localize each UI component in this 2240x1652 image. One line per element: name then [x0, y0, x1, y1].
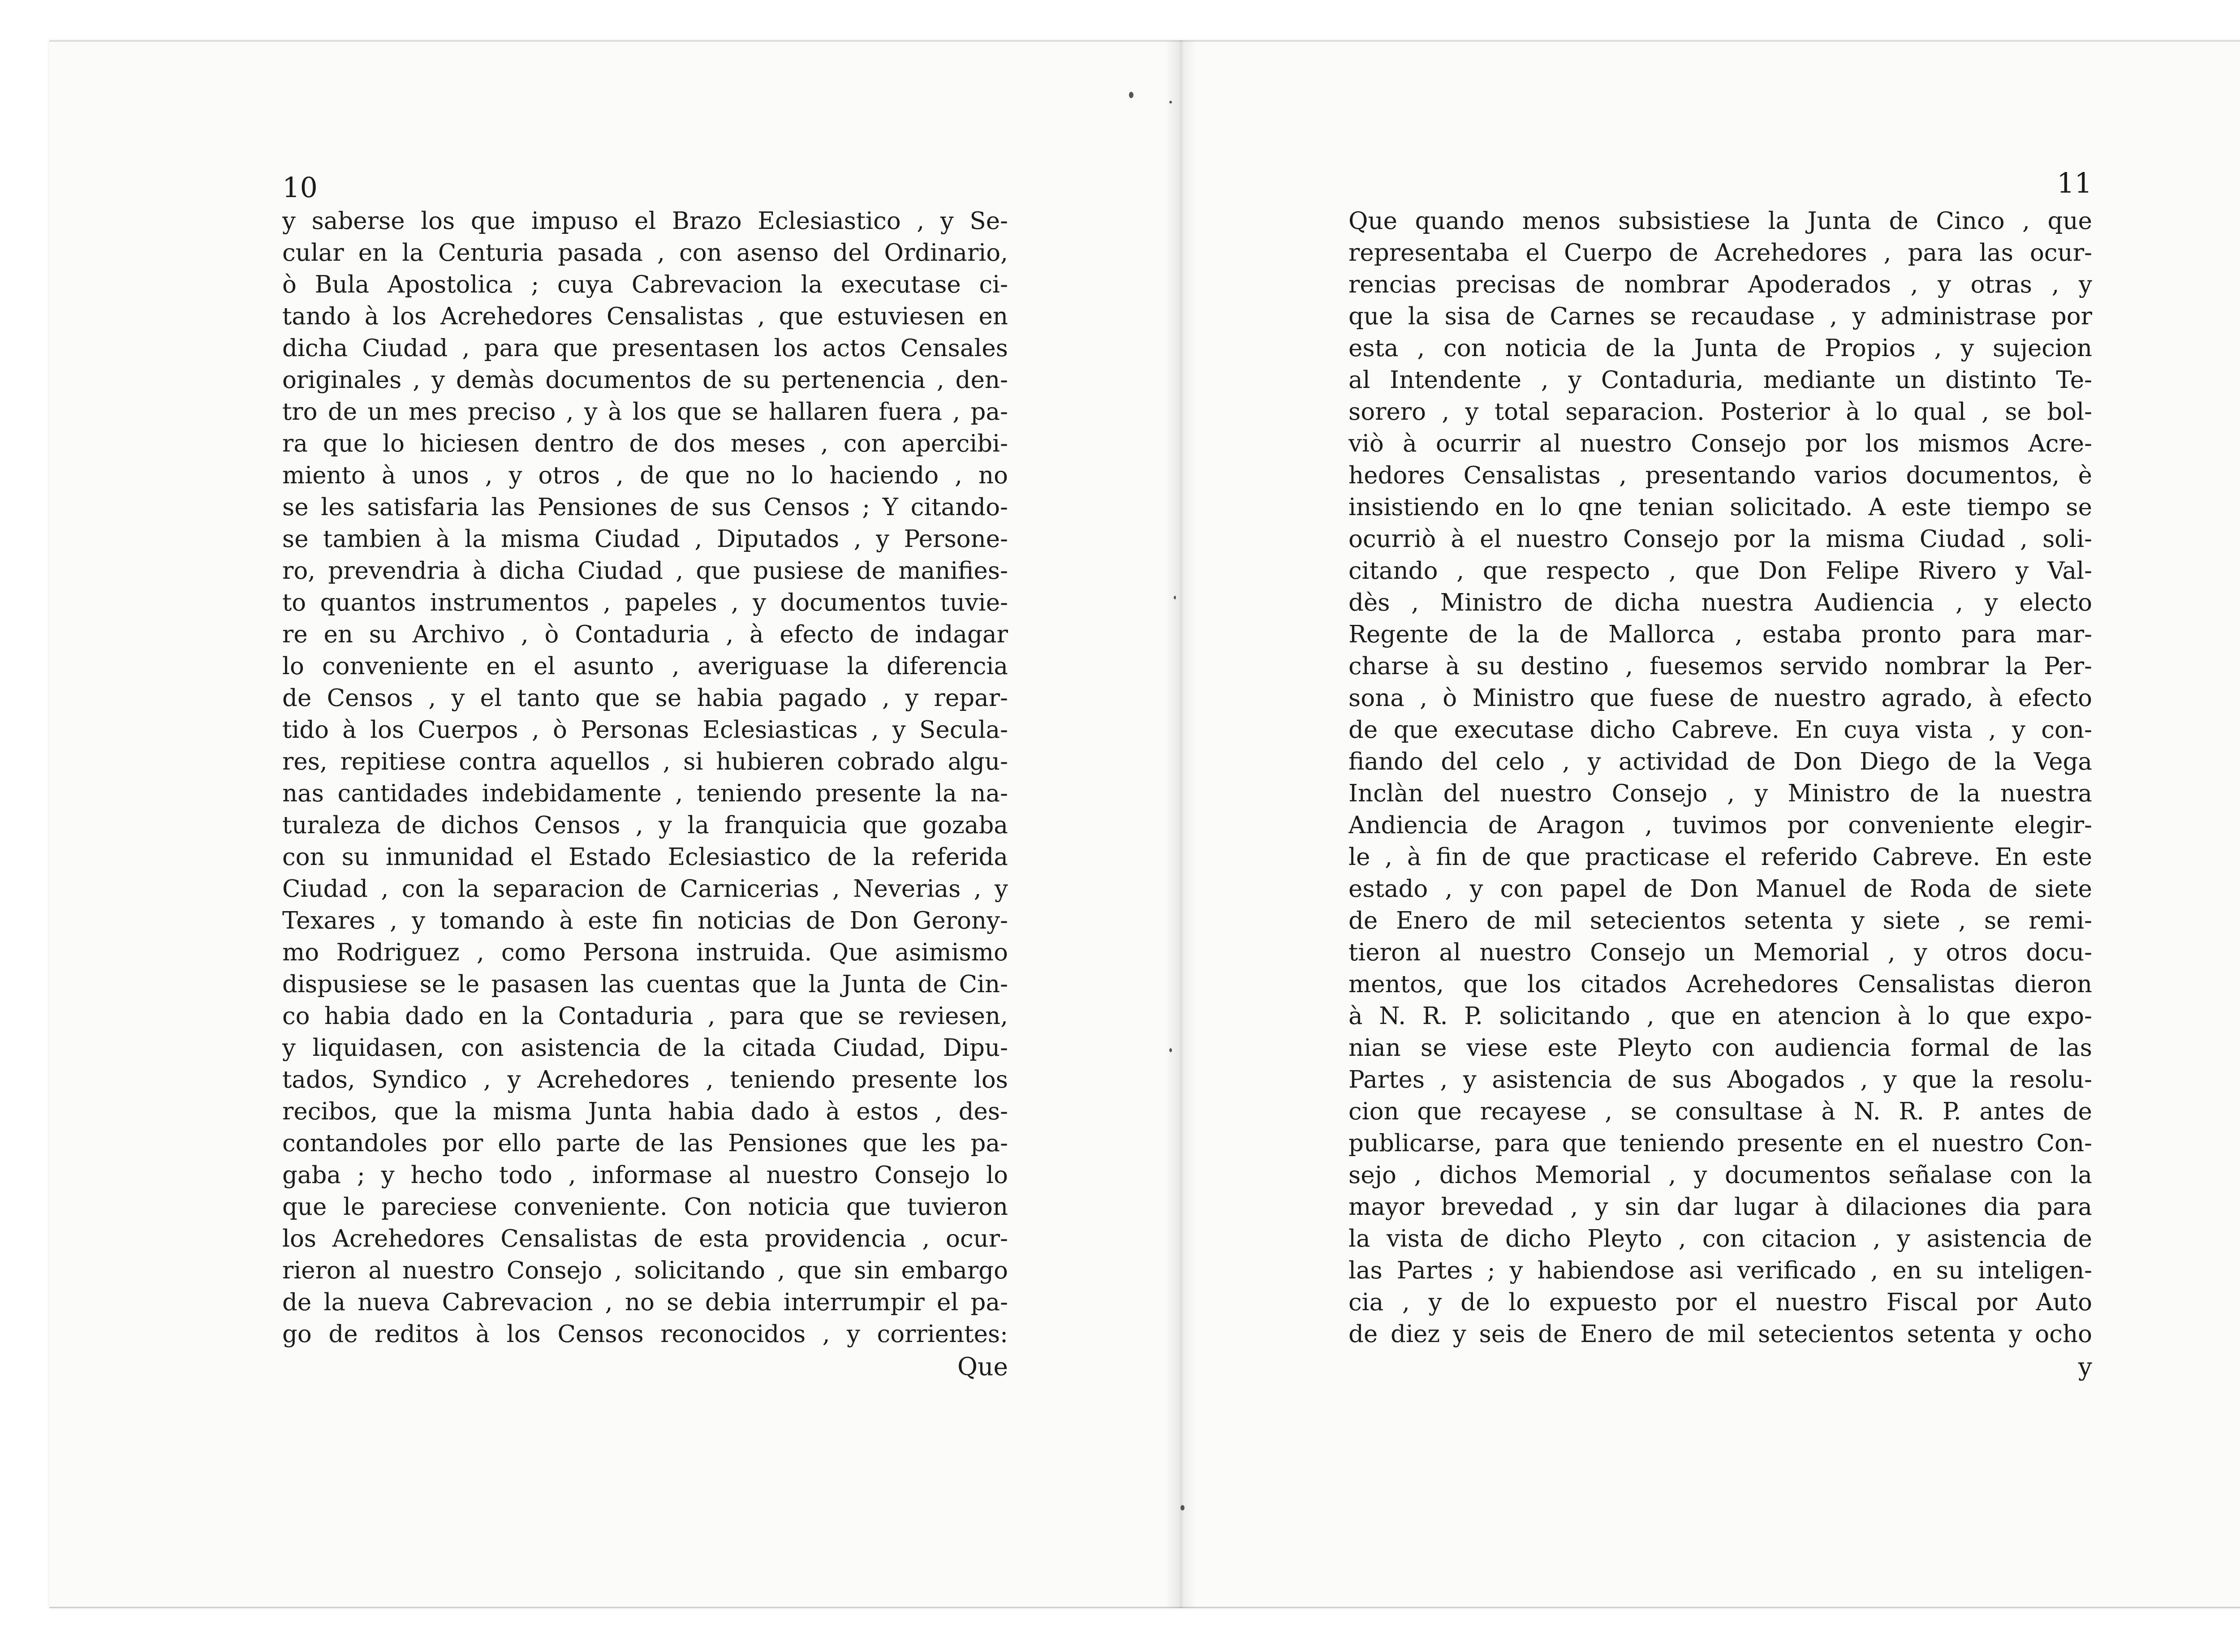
text-line: la vista de dicho Pleyto , con citacion , y asistencia de: [1348, 1225, 2092, 1252]
open-book-spread: [49, 40, 2240, 1608]
text-line: citando , que respecto , que Don Felipe Rivero y Val-: [1348, 557, 2092, 585]
text-line: Regente de la de Mallorca , estaba pronto para mar-: [1348, 621, 2092, 648]
text-line: res, repitiese contra aquellos , si hubieren cobrado algu-: [282, 748, 1008, 775]
text-line: turaleza de dichos Censos , y la franquicia que gozaba: [282, 812, 1008, 839]
text-line: con su inmunidad el Estado Eclesiastico de la referida: [282, 843, 1008, 871]
text-line: dès , Ministro de dicha nuestra Audiencia , y electo: [1348, 589, 2092, 616]
text-line: lo conveniente en el asunto , averiguase la diferencia: [282, 653, 1008, 680]
ink-speck: [1169, 101, 1172, 103]
text-line: recibos, que la misma Junta habia dado à estos , des-: [282, 1098, 1008, 1125]
text-line: de la nueva Cabrevacion , no se debia interrumpir el pa-: [282, 1289, 1008, 1316]
text-line: cular en la Centuria pasada , con asenso del Ordinario,: [282, 239, 1008, 267]
ink-speck: [1169, 1048, 1172, 1052]
text-line: de Enero de mil setecientos setenta y siete , se remi-: [1348, 907, 2092, 934]
text-line: originales , y demàs documentos de su pertenencia , den-: [282, 366, 1008, 394]
text-line: fiando del celo , y actividad de Don Diego de la Vega: [1348, 748, 2092, 775]
text-line: tando à los Acrehedores Censalistas , que estuviesen en: [282, 303, 1008, 330]
text-line: representaba el Cuerpo de Acrehedores , para las ocur-: [1348, 239, 2092, 267]
text-line: de que executase dicho Cabreve. En cuya vista , y con-: [1348, 716, 2092, 744]
text-line: tido à los Cuerpos , ò Personas Eclesiasticas , y Secula-: [282, 716, 1008, 744]
text-line: esta , con noticia de la Junta de Propios , y sujecion: [1348, 335, 2092, 362]
catchword: y: [2078, 1352, 2092, 1381]
text-line: tados, Syndico , y Acrehedores , teniendo presente los: [282, 1066, 1008, 1093]
text-line: re en su Archivo , ò Contaduria , à efecto de indagar: [282, 621, 1008, 648]
text-line: cia , y de lo expuesto por el nuestro Fiscal por Auto: [1348, 1289, 2092, 1316]
text-line: tieron al nuestro Consejo un Memorial , y otros docu-: [1348, 939, 2092, 966]
text-line: Que quando menos subsistiese la Junta de Cinco , que: [1348, 207, 2092, 235]
catchword: Que: [957, 1352, 1008, 1381]
text-line: tro de un mes preciso , y à los que se hallaren fuera , pa-: [282, 398, 1008, 426]
text-line: co habia dado en la Contaduria , para que se reviesen,: [282, 1002, 1008, 1030]
text-line: sona , ò Ministro que fuese de nuestro agrado, à efecto: [1348, 684, 2092, 712]
text-line: se les satisfaria las Pensiones de sus Censos ; Y citando-: [282, 494, 1008, 521]
text-line: insistiendo en lo qne tenian solicitado. A este tiempo se: [1348, 494, 2092, 521]
text-line: miento à unos , y otros , de que no lo haciendo , no: [282, 462, 1008, 489]
text-line: estado , y con papel de Don Manuel de Roda de siete: [1348, 875, 2092, 903]
page-number: 10: [282, 171, 318, 204]
text-block: [282, 205, 1008, 1350]
text-line: rieron al nuestro Consejo , solicitando , que sin embargo: [282, 1257, 1008, 1284]
text-line: Ciudad , con la separacion de Carnicerias , Neverias , y: [282, 875, 1008, 903]
text-line: viò à ocurrir al nuestro Consejo por los mismos Acre-: [1348, 430, 2092, 457]
text-line: y saberse los que impuso el Brazo Eclesiastico , y Se-: [282, 207, 1008, 235]
text-line: nian se viese este Pleyto con audiencia formal de las: [1348, 1034, 2092, 1062]
text-line: charse à su destino , fuesemos servido nombrar la Per-: [1348, 653, 2092, 680]
text-line: à N. R. P. solicitando , que en atencion à lo que expo-: [1348, 1002, 2092, 1030]
text-line: mayor brevedad , y sin dar lugar à dilaciones dia para: [1348, 1193, 2092, 1221]
text-line: se tambien à la misma Ciudad , Diputados , y Persone-: [282, 525, 1008, 553]
text-line: Inclàn del nuestro Consejo , y Ministro de la nuestra: [1348, 780, 2092, 807]
ink-speck: [1129, 92, 1133, 98]
text-line: los Acrehedores Censalistas de esta providencia , ocur-: [282, 1225, 1008, 1252]
text-line: dicha Ciudad , para que presentasen los actos Censales: [282, 335, 1008, 362]
text-line: hedores Censalistas , presentando varios documentos, è: [1348, 462, 2092, 489]
text-line: de diez y seis de Enero de mil setecientos setenta y ocho: [1348, 1321, 2092, 1348]
text-line: contandoles por ello parte de las Pensiones que les pa-: [282, 1130, 1008, 1157]
text-line: rencias precisas de nombrar Apoderados , y otras , y: [1348, 271, 2092, 298]
text-line: ocurriò à el nuestro Consejo por la misma Ciudad , soli-: [1348, 525, 2092, 553]
text-line: y liquidasen, con asistencia de la citada Ciudad, Dipu-: [282, 1034, 1008, 1062]
text-line: Texares , y tomando à este fin noticias de Don Gerony-: [282, 907, 1008, 934]
right-page: 11 Que quando menos subsistiese la Junta de Cinco , que representaba el Cuerpo de Acrehedores , para las ocur- rencias precisas de nombrar Apoderados , y otras , y que la sisa de Carnes se recaudase , y administrase por esta , con noticia de la Junta de Propios , y sujecion al Intendente , y Contaduria, mediante un distinto Te- sorero , y total separacion. Posterior à lo qual , se bol- viò à ocurrir al nuestro Consejo por los mismos Acre- hedores Censalistas , presentando varios documentos, è insistiendo en lo qne tenian solicitado. A este tiempo se ocurriò à el nuestro Consejo por la misma Ciudad , soli- citando , que respecto , que Don Felipe Rivero y Val- dès , Ministro de dicha nuestra Audiencia , y electo Regente de la de Mallorca , estaba pronto para mar- charse à su destino , fuesemos servido nombrar la Per- sona , ò Ministro que fuese de nuestro agrado, à efecto de que executase dicho Cabreve. En cuya vista , y con- fiando del celo , y actividad de Don Diego de la Vega Inclàn del nuestro Consejo , y Ministro de la nuestra Andiencia de Aragon , tuvimos por conveniente elegir- le , à fin de que practicase el referido Cabreve. En este estado , y con papel de Don Manuel de Roda de siete de Enero de mil setecientos setenta y siete , se remi- tieron al nuestro Consejo un Memorial , y otros docu- mentos, que los citados Acrehedores Censalistas dieron à N. R. P. solicitando , que en atencion à lo que expo- nian se viese este Pleyto con audiencia formal de las Partes , y asistencia de sus Abogados , y que la resolu- cion que recayese , se consultase à N. R. P. antes de publicarse, para que teniendo presente en el nuestro Con- sejo , dichos Memorial , y documentos señalase con la mayor brevedad , y sin dar lugar à dilaciones dia para la vista de dicho Pleyto , con citacion , y asistencia de las Partes ; y habiendose asi verificado , en su inteligen- cia , y de lo expuesto por el nuestro Fiscal por Auto de diez y seis de Enero de mil setecientos setenta y ocho y: [1348, 170, 2092, 1383]
ink-speck: [1180, 1505, 1185, 1510]
ink-speck: [1174, 596, 1176, 599]
text-line: Partes , y asistencia de sus Abogados , y que la resolu-: [1348, 1066, 2092, 1093]
text-line: mentos, que los citados Acrehedores Censalistas dieron: [1348, 971, 2092, 998]
text-line: mo Rodriguez , como Persona instruida. Que asimismo: [282, 939, 1008, 966]
text-line: gaba ; y hecho todo , informase al nuestro Consejo lo: [282, 1162, 1008, 1189]
text-line: le , à fin de que practicase el referido Cabreve. En este: [1348, 843, 2092, 871]
text-line: Andiencia de Aragon , tuvimos por conveniente elegir-: [1348, 812, 2092, 839]
paper-edge-bottom: [49, 1607, 2240, 1608]
text-line: las Partes ; y habiendose asi verificado , en su inteligen-: [1348, 1257, 2092, 1284]
text-line: de Censos , y el tanto que se habia pagado , y repar-: [282, 684, 1008, 712]
text-line: sejo , dichos Memorial , y documentos señalase con la: [1348, 1162, 2092, 1189]
text-line: que la sisa de Carnes se recaudase , y administrase por: [1348, 303, 2092, 330]
book-gutter: [1165, 40, 1196, 1608]
text-line: dispusiese se le pasasen las cuentas que la Junta de Cin-: [282, 971, 1008, 998]
text-line: to quantos instrumentos , papeles , y documentos tuvie-: [282, 589, 1008, 616]
left-page: [282, 170, 1008, 1383]
text-line: sorero , y total separacion. Posterior à lo qual , se bol-: [1348, 398, 2092, 426]
text-line: ro, prevendria à dicha Ciudad , que pusiese de manifies-: [282, 557, 1008, 585]
text-line: cion que recayese , se consultase à N. R. P. antes de: [1348, 1098, 2092, 1125]
text-line: nas cantidades indebidamente , teniendo presente la na-: [282, 780, 1008, 807]
text-block: [1348, 205, 2092, 1350]
text-line: publicarse, para que teniendo presente en el nuestro Con-: [1348, 1130, 2092, 1157]
text-line: go de reditos à los Censos reconocidos , y corrientes:: [282, 1321, 1008, 1348]
text-line: ò Bula Apostolica ; cuya Cabrevacion la executase ci-: [282, 271, 1008, 298]
text-line: al Intendente , y Contaduria, mediante un distinto Te-: [1348, 366, 2092, 394]
text-line: que le pareciese conveniente. Con noticia que tuvieron: [282, 1193, 1008, 1221]
text-line: ra que lo hiciesen dentro de dos meses , con apercibi-: [282, 430, 1008, 457]
paper-edge-top: [49, 40, 2240, 42]
